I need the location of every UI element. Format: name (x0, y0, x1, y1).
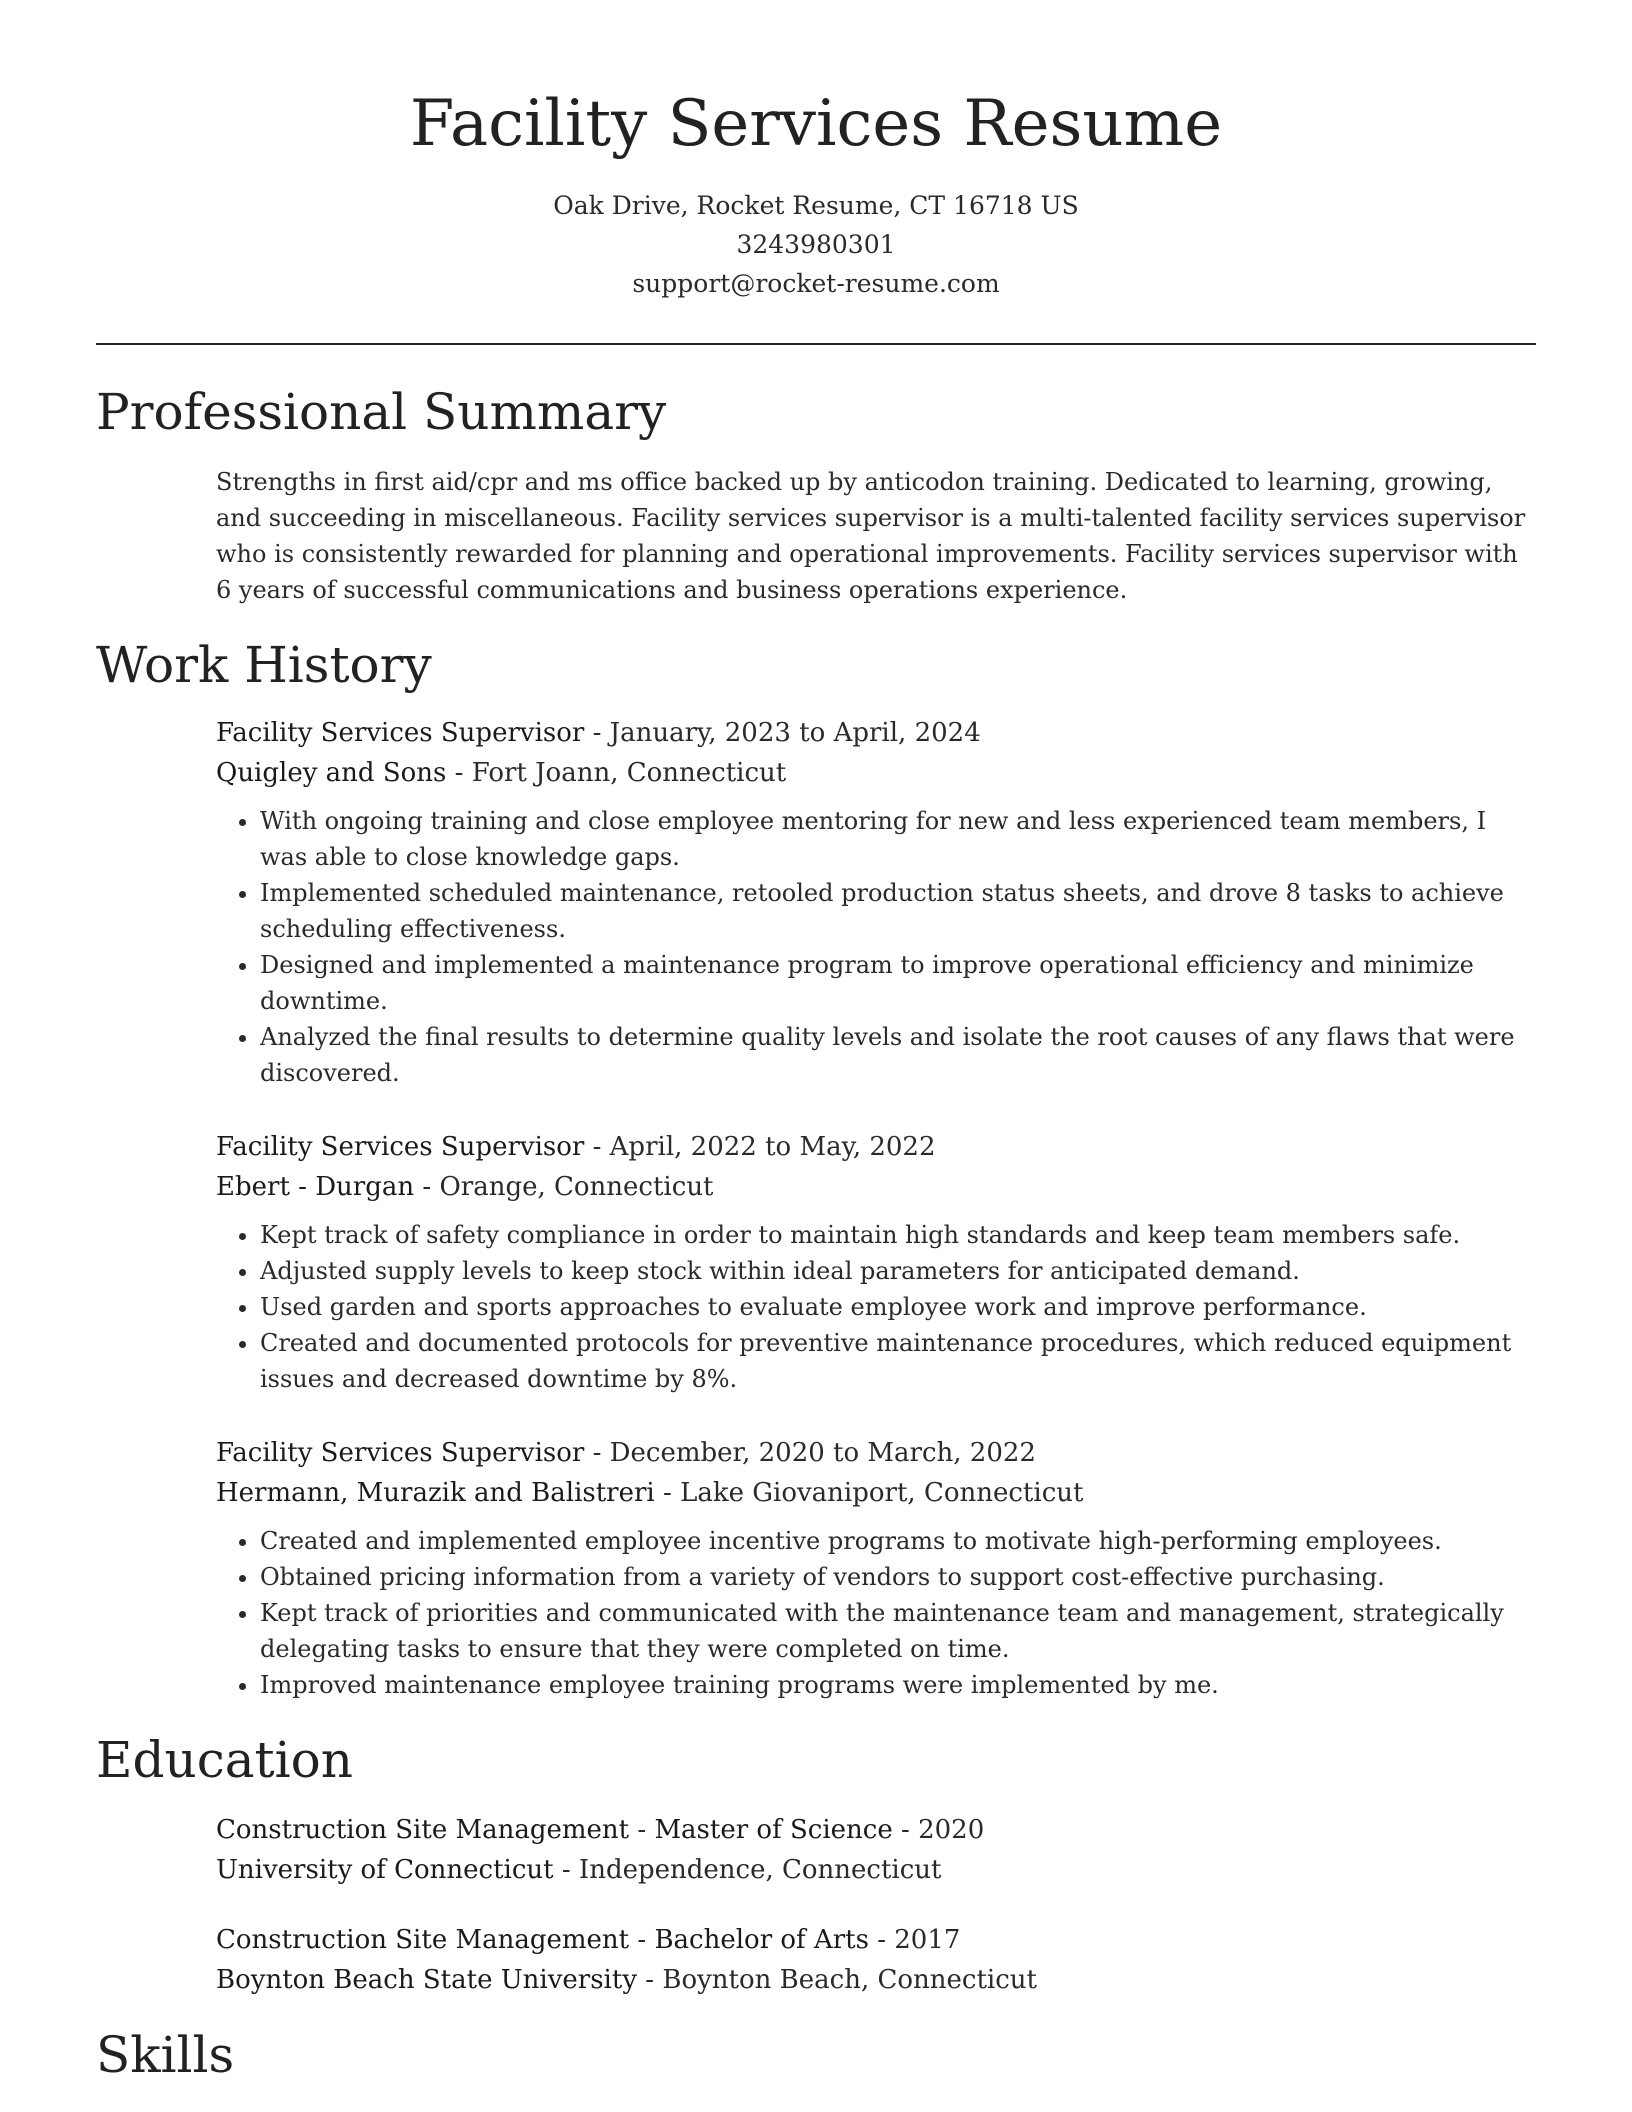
bullet-item: • Created and documented protocols for preventive maintenance procedures, which reduced equipment issues and decreased downtime by 8%. (260, 1325, 1536, 1397)
job-dates: January, 2023 to April, 2024 (609, 717, 981, 748)
job-title: Facility Services Supervisor (216, 1437, 585, 1468)
summary-section (96, 382, 1536, 608)
email: support@rocket-resume.com (632, 268, 1000, 298)
bullet-item: • Adjusted supply levels to keep stock within ideal parameters for anticipated demand. (260, 1253, 1536, 1289)
bullet-item: • With ongoing training and close employee mentoring for new and less experienced team members, I was able to close knowledge gaps. (260, 803, 1536, 875)
degree-line (216, 1920, 1536, 1960)
separator: - (584, 1437, 610, 1468)
header-divider (96, 343, 1536, 345)
job-company-line (216, 1473, 1536, 1513)
job-bullets (216, 1523, 1536, 1703)
degree: Bachelor of Arts (654, 1924, 869, 1955)
job-bullets (216, 803, 1536, 1091)
bullet-item: • Created and implemented employee incentive programs to motivate high-performing employees. (260, 1523, 1536, 1559)
education-section (96, 1730, 1536, 2000)
job-title-line (216, 713, 1536, 753)
graduation-year: 2017 (894, 1924, 961, 1955)
separator: - (654, 1477, 681, 1508)
separator: - (868, 1924, 895, 1955)
job-location: Lake Giovaniport, Connecticut (680, 1477, 1084, 1508)
bullet-item: • Used garden and sports approaches to evaluate employee work and improve performance. (260, 1289, 1536, 1325)
job-company: Ebert - Durgan (216, 1171, 415, 1202)
summary-text: Strengths in first aid/cpr and ms office backed up by anticodon training. Dedicated to learning, growing, and succeeding in miscellaneous. Facility services supervisor is a multi-talented facility services supervisor who is consistently rewarded for planning and operational improvements. Facility services supervisor with 6 years of successful communications and business operations experience. (216, 467, 1526, 604)
section-title-work-history: Work History (96, 635, 432, 694)
school-line (216, 1850, 1536, 1890)
separator: - (553, 1854, 579, 1885)
bullet-item: • Kept track of priorities and communicated with the maintenance team and management, strategically delegating tasks to ensure that they were completed on time. (260, 1595, 1536, 1667)
contact-info (96, 186, 1536, 303)
job-company: Hermann, Murazik and Balistreri (216, 1477, 655, 1508)
separator: - (629, 1924, 655, 1955)
job-entry (216, 1433, 1536, 1703)
bullet-item: • Improved maintenance employee training programs were implemented by me. (260, 1667, 1536, 1703)
bullet-item: • Implemented scheduled maintenance, retooled production status sheets, and drove 8 tasks to achieve scheduling effectiveness. (260, 875, 1536, 947)
education-entry (216, 1920, 1536, 2000)
separator: - (584, 717, 610, 748)
separator: - (629, 1814, 655, 1845)
job-title-line (216, 1127, 1536, 1167)
section-title-education: Education (96, 1730, 353, 1789)
section-title-skills: Skills (96, 2025, 235, 2084)
job-title-line (216, 1433, 1536, 1473)
skills-section (96, 2025, 1536, 2084)
school-name: Boynton Beach State University (216, 1964, 638, 1995)
separator: - (446, 757, 472, 788)
bullet-item: • Designed and implemented a maintenance program to improve operational efficiency and minimize downtime. (260, 947, 1536, 1019)
bullet-item: • Kept track of safety compliance in order to maintain high standards and keep team members safe. (260, 1217, 1536, 1253)
job-location: Fort Joann, Connecticut (471, 757, 787, 788)
job-dates: April, 2022 to May, 2022 (609, 1131, 936, 1162)
separator: - (584, 1131, 610, 1162)
field-of-study: Construction Site Management (216, 1924, 630, 1955)
address: Oak Drive, Rocket Resume, CT 16718 US (553, 190, 1079, 220)
resume-title: Facility Services Resume (409, 87, 1223, 161)
school-location: Independence, Connecticut (578, 1854, 942, 1885)
job-location: Orange, Connecticut (439, 1171, 714, 1202)
job-title: Facility Services Supervisor (216, 1131, 585, 1162)
work-history-section (96, 635, 1536, 1703)
job-company-line (216, 1167, 1536, 1207)
school-name: University of Connecticut (216, 1854, 554, 1885)
job-entry (216, 713, 1536, 1091)
separator: - (892, 1814, 919, 1845)
job-bullets (216, 1217, 1536, 1397)
job-company-line (216, 753, 1536, 793)
school-location: Boynton Beach, Connecticut (662, 1964, 1037, 1995)
job-entry (216, 1127, 1536, 1397)
graduation-year: 2020 (918, 1814, 985, 1845)
education-entry (216, 1810, 1536, 1890)
resume-header (96, 0, 1536, 303)
degree-line (216, 1810, 1536, 1850)
school-line (216, 1960, 1536, 2000)
job-company: Quigley and Sons (216, 757, 447, 788)
job-dates: December, 2020 to March, 2022 (609, 1437, 1036, 1468)
section-title-summary: Professional Summary (96, 382, 667, 441)
separator: - (414, 1171, 440, 1202)
job-title: Facility Services Supervisor (216, 717, 585, 748)
bullet-item: • Analyzed the final results to determine quality levels and isolate the root causes of any flaws that were discovered. (260, 1019, 1536, 1091)
separator: - (637, 1964, 663, 1995)
phone: 3243980301 (736, 229, 896, 259)
bullet-item: • Obtained pricing information from a variety of vendors to support cost-effective purchasing. (260, 1559, 1536, 1595)
degree: Master of Science (654, 1814, 893, 1845)
field-of-study: Construction Site Management (216, 1814, 630, 1845)
